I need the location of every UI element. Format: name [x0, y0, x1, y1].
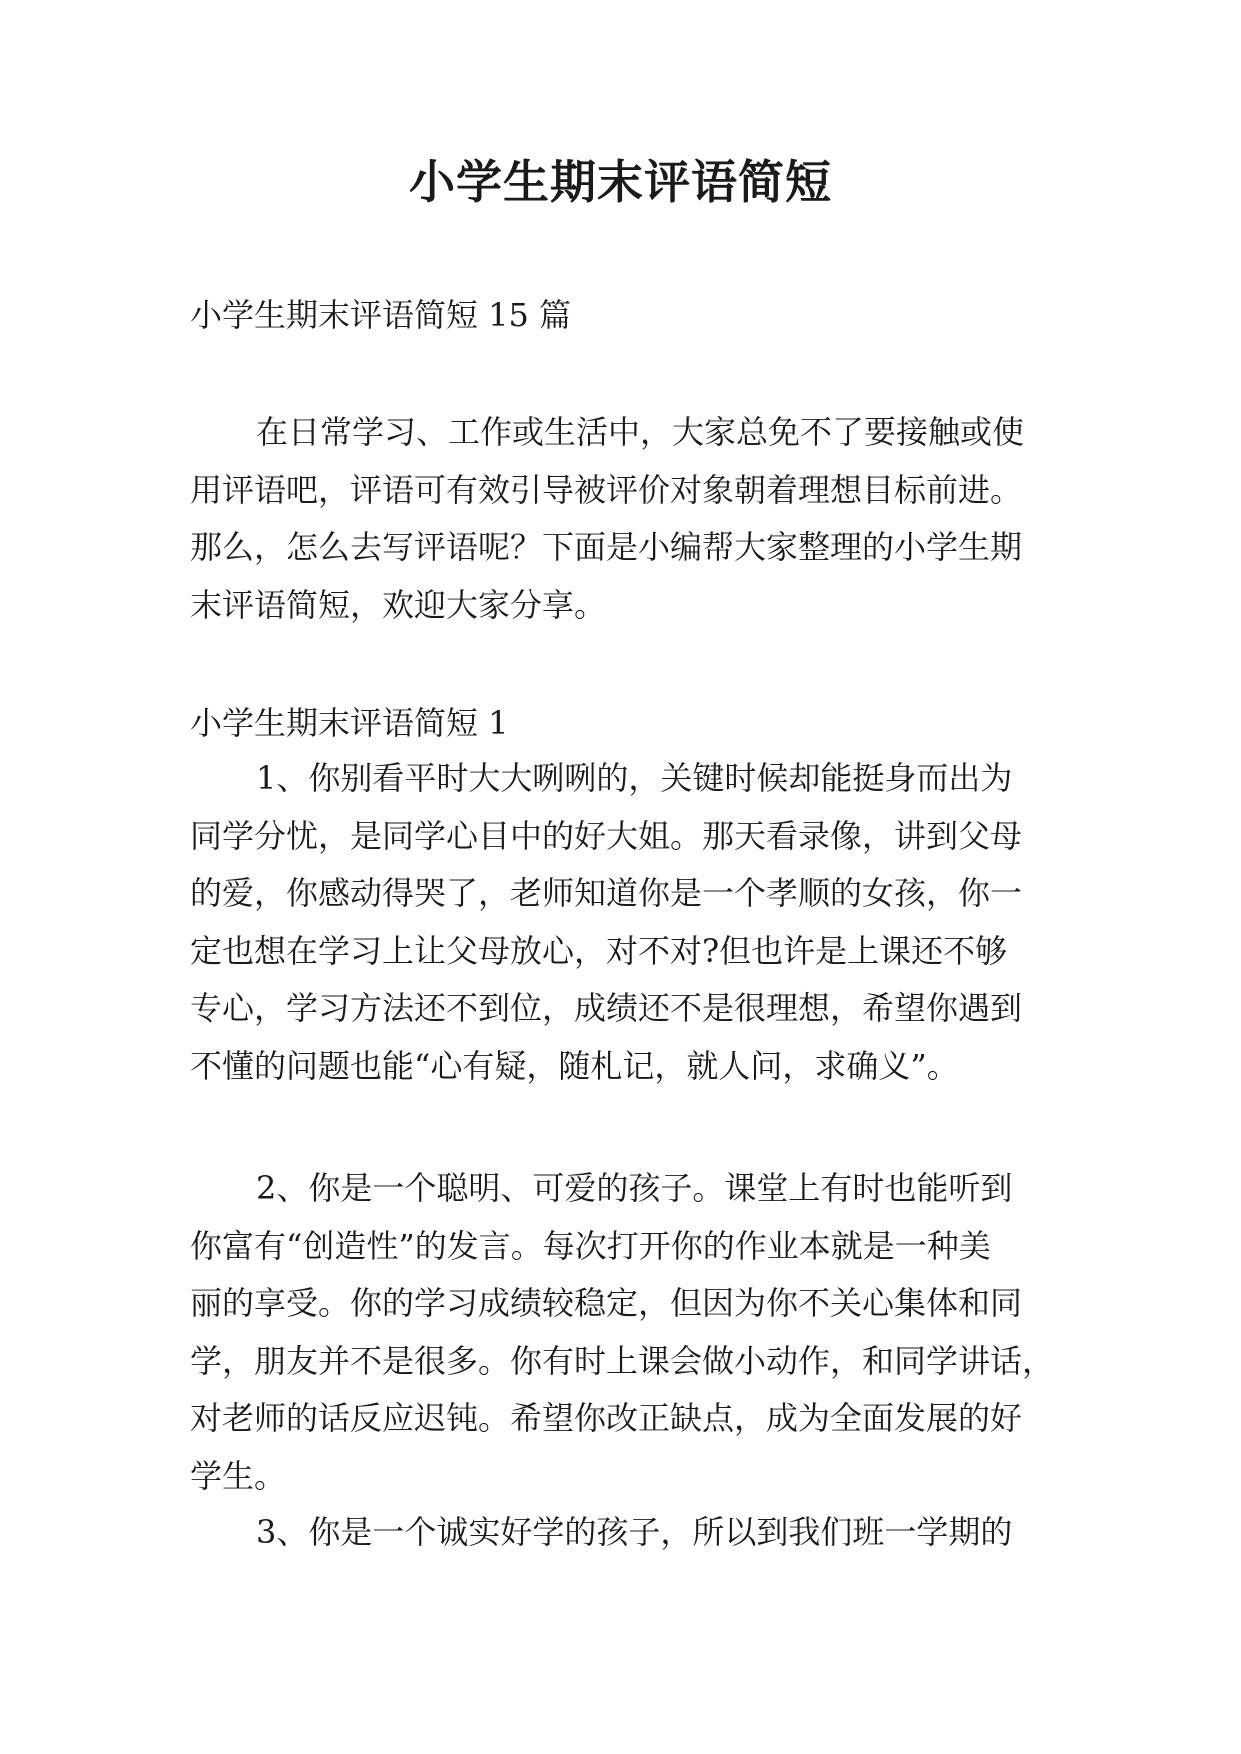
comment-item-3: [190, 1504, 1070, 1562]
comment-line: 的爱，你感动得哭了，老师知道你是一个孝顺的女孩，你一: [190, 874, 1023, 912]
comment-item-2: [190, 1160, 1070, 1505]
comment-line: 专心，学习方法还不到位，成绩还不是很理想，希望你遇到: [190, 989, 1023, 1027]
intro-paragraph: [190, 404, 1070, 634]
comment-line: 3、你是一个诚实好学的孩子，所以到我们班一学期的: [256, 1513, 1013, 1551]
comment-line: 学，朋友并不是很多。你有时上课会做小动作，和同学讲话，: [190, 1341, 1055, 1380]
comment-line: 2、你是一个聪明、可爱的孩子。课堂上有时也能听到: [256, 1169, 1013, 1207]
document-subtitle: 小学生期末评语简短 15 篇: [190, 296, 572, 334]
comment-line: 丽的享受。你的学习成绩较稳定，但因为你不关心集体和同: [190, 1284, 1023, 1322]
comment-line: 1、你别看平时大大咧咧的，关键时候却能挺身而出为: [256, 759, 1013, 797]
comment-line: 不懂的问题也能“心有疑，随札记，就人问，求确义”。: [190, 1046, 959, 1085]
intro-line: 那么，怎么去写评语呢？下面是小编帮大家整理的小学生期: [190, 528, 1023, 566]
document-title: 小学生期末评语简短: [409, 155, 832, 209]
comment-line: 对老师的话反应迟钝。希望你改正缺点，成为全面发展的好: [190, 1399, 1023, 1437]
intro-line: 在日常学习、工作或生活中，大家总免不了要接触或使: [256, 413, 1025, 451]
comment-line: 定也想在学习上让父母放心，对不对?但也许是上课还不够: [190, 931, 1008, 970]
comment-line: 同学分忧，是同学心目中的好大姐。那天看录像，讲到父母: [190, 816, 1023, 855]
comment-item-1: [190, 750, 1070, 1095]
section-heading: 小学生期末评语简短 1: [190, 704, 509, 742]
intro-line: 用评语吧，评语可有效引导被评价对象朝着理想目标前进。: [190, 470, 1023, 509]
comment-line: 学生。: [190, 1456, 287, 1495]
intro-line: 末评语简短，欢迎大家分享。: [190, 585, 607, 624]
comment-line: 你富有“创造性”的发言。每次打开你的作业本就是一种美: [190, 1226, 991, 1265]
